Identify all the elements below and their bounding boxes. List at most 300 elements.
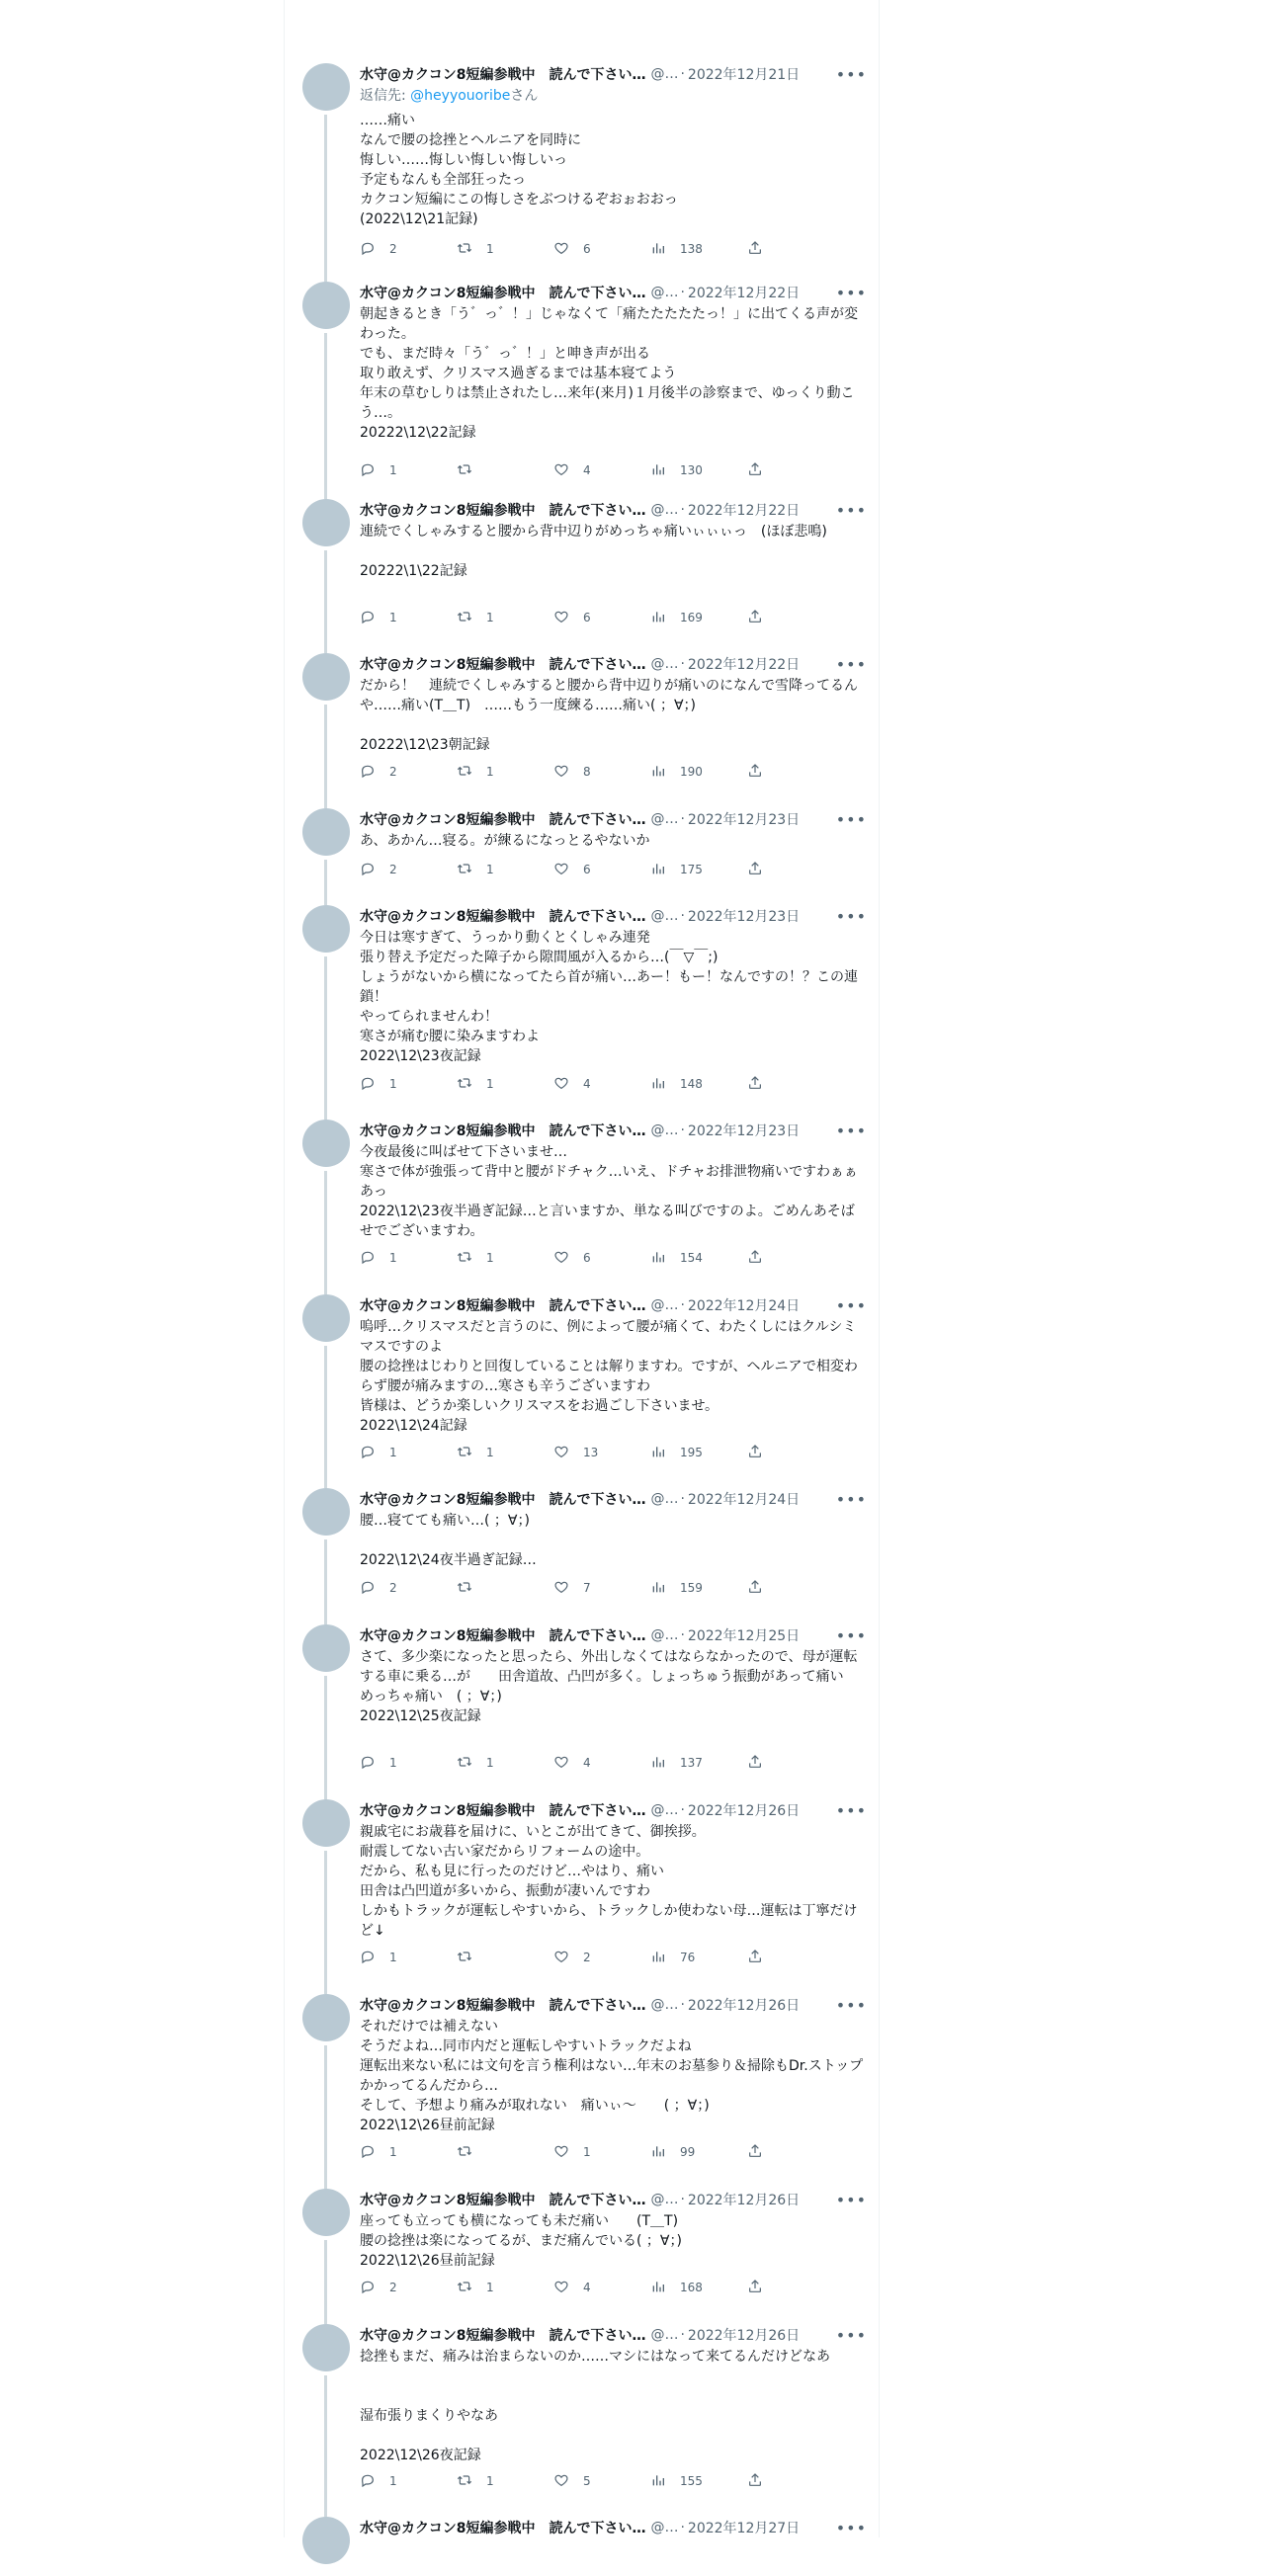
- avatar[interactable]: [302, 1120, 350, 1167]
- author-name[interactable]: 水守@カクコン8短編参戦中 読んで下さい…: [360, 67, 646, 83]
- tweet-date[interactable]: 2022年12月23日: [687, 1123, 801, 1139]
- tweet-text: 今日は寒すぎて、うっかり動くとくしゃみ連発 張り替え予定だった障子から隙間風が入るから…(￣▽￣;) しょうがないから横になってたら首が痛い…あー！もー！なんですの！？この連鎖！ やってられませんわ！ 寒さが痛む腰に染みますわよ 2022\12\23夜記録: [360, 930, 858, 1064]
- retweet-icon: [457, 1249, 486, 1268]
- share-icon: [747, 2472, 777, 2491]
- reply-icon: [360, 861, 389, 879]
- tweet-header: [360, 1799, 867, 1821]
- views-count: 99: [680, 2145, 696, 2159]
- share-icon: [747, 2143, 777, 2162]
- tweet[interactable]: [285, 2517, 879, 2576]
- like-count: 7: [583, 1581, 591, 1595]
- like-icon: [553, 861, 583, 879]
- share-button[interactable]: [747, 2143, 777, 2162]
- author-handle[interactable]: @…: [650, 1297, 679, 1313]
- reply-to-suffix: さん: [510, 88, 539, 104]
- tweet-actions: [360, 1442, 795, 1463]
- views-count: 169: [680, 611, 703, 624]
- thread-line: [324, 2240, 327, 2324]
- views-count: 138: [680, 242, 703, 256]
- tweet-date[interactable]: 2022年12月26日: [687, 1803, 801, 1819]
- avatar[interactable]: [302, 653, 350, 701]
- tweet-actions: [360, 238, 795, 260]
- views-button[interactable]: [650, 2472, 747, 2491]
- views-icon: [650, 1949, 680, 1967]
- share-icon: [747, 1444, 777, 1462]
- tweet-actions: [360, 2277, 795, 2298]
- share-button[interactable]: [747, 1075, 777, 1094]
- reply-count: 2: [389, 863, 397, 876]
- avatar[interactable]: [302, 2324, 350, 2371]
- retweet-icon: [457, 240, 486, 259]
- views-icon: [650, 2279, 680, 2297]
- retweet-button[interactable]: [457, 1579, 553, 1598]
- views-button[interactable]: [650, 2279, 747, 2297]
- avatar[interactable]: [302, 1294, 350, 1342]
- like-count: 4: [583, 1756, 591, 1770]
- retweet-icon: [457, 1444, 486, 1462]
- reply-button[interactable]: [360, 2143, 457, 2162]
- tweet-date[interactable]: 2022年12月21日: [687, 67, 801, 83]
- author-name[interactable]: 水守@カクコン8短編参戦中 読んで下さい…: [360, 1628, 646, 1644]
- separator-dot: ·: [680, 1627, 685, 1643]
- tweet-date[interactable]: 2022年12月24日: [687, 1492, 801, 1508]
- more-icon[interactable]: •••: [835, 654, 867, 674]
- retweet-button[interactable]: [457, 1949, 553, 1967]
- author-handle[interactable]: @…: [650, 66, 679, 82]
- share-icon: [747, 461, 777, 480]
- share-icon: [747, 763, 777, 782]
- separator-dot: ·: [680, 502, 685, 518]
- like-icon: [553, 2279, 583, 2297]
- views-button[interactable]: [650, 1579, 747, 1598]
- tweet-text: 腰…寝てても痛い…( ；∀；) 2022\12\24夜半過ぎ記録…: [360, 1513, 537, 1568]
- like-button[interactable]: [553, 1075, 650, 1094]
- author-name[interactable]: 水守@カクコン8短編参戦中 読んで下さい…: [360, 2193, 646, 2208]
- avatar[interactable]: [302, 808, 350, 856]
- reply-icon: [360, 1579, 389, 1598]
- tweet[interactable]: [285, 1799, 879, 1994]
- thread-line: [324, 1851, 327, 1994]
- avatar[interactable]: [302, 1624, 350, 1672]
- share-icon: [747, 1579, 777, 1598]
- retweet-button[interactable]: [457, 609, 553, 627]
- author-name[interactable]: 水守@カクコン8短編参戦中 読んで下さい…: [360, 1492, 646, 1508]
- reply-button[interactable]: [360, 609, 457, 627]
- tweet-header: [360, 1624, 867, 1646]
- share-icon: [747, 861, 777, 879]
- tweet-actions: [360, 1752, 795, 1774]
- views-count: 154: [680, 1251, 703, 1265]
- like-count: 4: [583, 2281, 591, 2294]
- thread-line: [324, 860, 327, 905]
- separator-dot: ·: [680, 811, 685, 827]
- reply-button[interactable]: [360, 1949, 457, 1967]
- author-handle[interactable]: @…: [650, 656, 679, 672]
- thread-line: [324, 2045, 327, 2189]
- retweet-button[interactable]: [457, 1444, 553, 1462]
- reply-to-label: 返信先:: [360, 88, 411, 104]
- avatar[interactable]: [302, 63, 350, 111]
- views-icon: [650, 1075, 680, 1094]
- author-handle[interactable]: @…: [650, 1802, 679, 1818]
- views-button[interactable]: [650, 763, 747, 782]
- tweet-header: [360, 653, 867, 675]
- views-button[interactable]: [650, 240, 747, 259]
- tweet-date[interactable]: 2022年12月26日: [687, 2193, 801, 2208]
- like-button[interactable]: [553, 2472, 650, 2491]
- tweet-header: [360, 808, 867, 830]
- reply-icon: [360, 1949, 389, 1967]
- avatar[interactable]: [302, 1994, 350, 2041]
- tweet[interactable]: [285, 499, 879, 653]
- author-handle[interactable]: @…: [650, 502, 679, 518]
- reply-icon: [360, 763, 389, 782]
- tweet-header: [360, 1488, 867, 1510]
- avatar[interactable]: [302, 2517, 350, 2564]
- share-button[interactable]: [747, 2279, 777, 2297]
- like-button[interactable]: [553, 609, 650, 627]
- retweet-icon: [457, 1949, 486, 1967]
- like-button[interactable]: [553, 1444, 650, 1462]
- author-handle[interactable]: @…: [650, 1122, 679, 1138]
- separator-dot: ·: [680, 1297, 685, 1313]
- share-icon: [747, 2279, 777, 2297]
- reply-mention-link[interactable]: @heyyouoribe: [410, 88, 511, 104]
- like-button[interactable]: [553, 240, 650, 259]
- author-name[interactable]: 水守@カクコン8短編参戦中 読んで下さい…: [360, 1123, 646, 1139]
- retweet-button[interactable]: [457, 1754, 553, 1773]
- like-count: 2: [583, 1951, 591, 1964]
- like-button[interactable]: [553, 2279, 650, 2297]
- more-icon[interactable]: •••: [835, 1800, 867, 1820]
- author-handle[interactable]: @…: [650, 2520, 679, 2535]
- tweet-text: 連続でくしゃみすると腰から背中辺りがめっちゃ痛いぃぃぃっ (ほぼ悲鳴) 20222\1\22記録: [360, 524, 827, 579]
- author-name[interactable]: 水守@カクコン8短編参戦中 読んで下さい…: [360, 812, 646, 828]
- tweet-text: 嗚呼…クリスマスだと言うのに、例によって腰が痛くて、わたくしにはクルシミマスですのよ 腰の捻挫はじわりと回復していることは解りますわ。ですが、ヘルニアで相変わらず腰が痛みますの…寒さも辛うございますわ 皆様は、どうか楽しいクリスマスをお過ごし下さいませ。 2022\12\24記録: [360, 1319, 858, 1434]
- tweet-actions: [360, 1947, 795, 1968]
- retweet-icon: [457, 1754, 486, 1773]
- reply-count: 1: [389, 1756, 397, 1770]
- reply-icon: [360, 1249, 389, 1268]
- views-icon: [650, 1579, 680, 1598]
- share-icon: [747, 1949, 777, 1967]
- retweet-icon: [457, 2279, 486, 2297]
- like-button[interactable]: [553, 1249, 650, 1268]
- views-icon: [650, 763, 680, 782]
- like-count: 4: [583, 1077, 591, 1091]
- reply-icon: [360, 2472, 389, 2491]
- reply-button[interactable]: [360, 1249, 457, 1268]
- reply-button[interactable]: [360, 240, 457, 259]
- reply-button[interactable]: [360, 1579, 457, 1598]
- more-icon[interactable]: •••: [835, 64, 867, 84]
- retweet-button[interactable]: [457, 461, 553, 480]
- reply-count: 2: [389, 765, 397, 779]
- retweet-icon: [457, 461, 486, 480]
- tweet[interactable]: [285, 808, 879, 905]
- reply-count: 1: [389, 1446, 397, 1459]
- share-button[interactable]: [747, 1949, 777, 1967]
- views-icon: [650, 240, 680, 259]
- reply-icon: [360, 609, 389, 627]
- like-icon: [553, 763, 583, 782]
- like-count: 6: [583, 863, 591, 876]
- tweet-text: それだけでは補えない そうだよね…同市内だと運転しやすいトラックだよね 運転出来ない私には文句を言う権利はない…年末のお墓参り＆掃除もDr.ストップかかってるんだから… そして、予想より痛みが取れない 痛いぃ～ ( ；∀；) 2022\12\26昼前記録: [360, 2019, 864, 2133]
- avatar[interactable]: [302, 282, 350, 329]
- tweet[interactable]: [285, 63, 879, 282]
- tweet-actions: [360, 2470, 795, 2492]
- tweet-actions: [360, 1247, 795, 1269]
- more-icon[interactable]: •••: [835, 809, 867, 829]
- avatar[interactable]: [302, 905, 350, 953]
- reply-button[interactable]: [360, 861, 457, 879]
- tweet-date[interactable]: 2022年12月25日: [687, 1628, 801, 1644]
- views-icon: [650, 1444, 680, 1462]
- author-name[interactable]: 水守@カクコン8短編参戦中 読んで下さい…: [360, 503, 646, 519]
- more-icon[interactable]: •••: [835, 1625, 867, 1645]
- share-icon: [747, 240, 777, 259]
- like-icon: [553, 240, 583, 259]
- retweet-count: 1: [486, 765, 494, 779]
- avatar[interactable]: [302, 2189, 350, 2236]
- views-button[interactable]: [650, 1249, 747, 1268]
- share-button[interactable]: [747, 861, 777, 879]
- more-icon[interactable]: •••: [835, 2190, 867, 2209]
- views-button[interactable]: [650, 2143, 747, 2162]
- separator-dot: ·: [680, 1802, 685, 1818]
- reply-button[interactable]: [360, 1075, 457, 1094]
- author-handle[interactable]: @…: [650, 2327, 679, 2343]
- reply-count: 1: [389, 2474, 397, 2488]
- like-button[interactable]: [553, 763, 650, 782]
- tweet[interactable]: [285, 653, 879, 808]
- tweet-header: [360, 905, 867, 927]
- like-icon: [553, 2472, 583, 2491]
- views-button[interactable]: [650, 861, 747, 879]
- separator-dot: ·: [680, 66, 685, 82]
- views-button[interactable]: [650, 609, 747, 627]
- tweet-actions: [360, 607, 795, 628]
- share-button[interactable]: [747, 2472, 777, 2491]
- retweet-count: 1: [486, 611, 494, 624]
- more-icon[interactable]: •••: [835, 2518, 867, 2537]
- tweet-actions: [360, 761, 795, 783]
- reply-count: 1: [389, 1951, 397, 1964]
- separator-dot: ·: [680, 908, 685, 924]
- author-handle[interactable]: @…: [650, 1997, 679, 2013]
- like-icon: [553, 2143, 583, 2162]
- tweet[interactable]: [285, 1994, 879, 2189]
- share-button[interactable]: [747, 609, 777, 627]
- tweet-date[interactable]: 2022年12月27日: [687, 2521, 801, 2536]
- like-icon: [553, 1754, 583, 1773]
- like-button[interactable]: [553, 1949, 650, 1967]
- views-icon: [650, 1249, 680, 1268]
- retweet-icon: [457, 1579, 486, 1598]
- author-name[interactable]: 水守@カクコン8短編参戦中 読んで下さい…: [360, 657, 646, 673]
- separator-dot: ·: [680, 1122, 685, 1138]
- retweet-count: 1: [486, 1251, 494, 1265]
- tweet-header: [360, 2517, 867, 2538]
- author-name[interactable]: 水守@カクコン8短編参戦中 読んで下さい…: [360, 2328, 646, 2344]
- author-name[interactable]: 水守@カクコン8短編参戦中 読んで下さい…: [360, 909, 646, 925]
- avatar[interactable]: [302, 1799, 350, 1847]
- tweet-text: 捻挫もまだ、痛みは治まらないのか……マシにはなって来てるんだけどなあ 湿布張りまくりやなあ 2022\12\26夜記録: [360, 2349, 830, 2463]
- retweet-button[interactable]: [457, 240, 553, 259]
- tweet-actions: [360, 1577, 795, 1599]
- reply-icon: [360, 2143, 389, 2162]
- retweet-count: 1: [486, 1756, 494, 1770]
- tweet-header: [360, 2189, 867, 2210]
- like-button[interactable]: [553, 461, 650, 480]
- views-count: 155: [680, 2474, 703, 2488]
- share-button[interactable]: [747, 1249, 777, 1268]
- thread-line: [324, 1346, 327, 1488]
- share-icon: [747, 1754, 777, 1773]
- like-count: 8: [583, 765, 591, 779]
- tweet[interactable]: [285, 1488, 879, 1624]
- more-icon[interactable]: •••: [835, 2325, 867, 2345]
- reply-button[interactable]: [360, 1754, 457, 1773]
- reply-count: 1: [389, 611, 397, 624]
- retweet-button[interactable]: [457, 2279, 553, 2297]
- reply-button[interactable]: [360, 2472, 457, 2491]
- tweet-date[interactable]: 2022年12月22日: [687, 503, 801, 519]
- author-handle[interactable]: @…: [650, 1627, 679, 1643]
- retweet-button[interactable]: [457, 763, 553, 782]
- reply-icon: [360, 1075, 389, 1094]
- reply-button[interactable]: [360, 763, 457, 782]
- like-button[interactable]: [553, 2143, 650, 2162]
- retweet-count: 1: [486, 863, 494, 876]
- more-icon[interactable]: •••: [835, 1995, 867, 2015]
- like-button[interactable]: [553, 1754, 650, 1773]
- share-button[interactable]: [747, 1579, 777, 1598]
- avatar[interactable]: [302, 499, 350, 546]
- like-count: 5: [583, 2474, 591, 2488]
- tweet[interactable]: [285, 2324, 879, 2517]
- author-name[interactable]: 水守@カクコン8短編参戦中 読んで下さい…: [360, 286, 646, 301]
- views-count: 76: [680, 1951, 696, 1964]
- share-button[interactable]: [747, 1754, 777, 1773]
- like-button[interactable]: [553, 1579, 650, 1598]
- tweet-header: [360, 499, 867, 521]
- reply-to-line: [360, 85, 538, 105]
- avatar[interactable]: [302, 1488, 350, 1536]
- tweet[interactable]: [285, 1294, 879, 1488]
- more-icon[interactable]: •••: [835, 283, 867, 302]
- tweet-date[interactable]: 2022年12月22日: [687, 657, 801, 673]
- share-icon: [747, 1249, 777, 1268]
- tweet-header: [360, 63, 867, 85]
- author-handle[interactable]: @…: [650, 811, 679, 827]
- retweet-button[interactable]: [457, 861, 553, 879]
- reply-button[interactable]: [360, 1444, 457, 1462]
- share-button[interactable]: [747, 1444, 777, 1462]
- reply-count: 1: [389, 1077, 397, 1091]
- retweet-icon: [457, 2472, 486, 2491]
- views-icon: [650, 1754, 680, 1773]
- retweet-count: 1: [486, 1077, 494, 1091]
- more-icon[interactable]: •••: [835, 906, 867, 926]
- tweet-actions: [360, 859, 795, 880]
- tweet-text: 座っても立っても横になっても未だ痛い (T＿T) 腰の捻挫は楽になってるが、まだ痛んでいる( ；∀；) 2022\12\26昼前記録: [360, 2213, 682, 2269]
- more-icon[interactable]: •••: [835, 1489, 867, 1509]
- like-icon: [553, 609, 583, 627]
- tweet[interactable]: [285, 282, 879, 499]
- retweet-button[interactable]: [457, 2472, 553, 2491]
- tweet-date[interactable]: 2022年12月23日: [687, 909, 801, 925]
- more-icon[interactable]: •••: [835, 500, 867, 520]
- retweet-button[interactable]: [457, 2143, 553, 2162]
- tweet-actions: [360, 1073, 795, 1095]
- like-icon: [553, 1249, 583, 1268]
- views-button[interactable]: [650, 1075, 747, 1094]
- share-button[interactable]: [747, 763, 777, 782]
- views-button[interactable]: [650, 1444, 747, 1462]
- author-name[interactable]: 水守@カクコン8短編参戦中 読んで下さい…: [360, 1298, 646, 1314]
- views-button[interactable]: [650, 1949, 747, 1967]
- author-handle[interactable]: @…: [650, 285, 679, 300]
- tweet-text: さて、多少楽になったと思ったら、外出しなくてはならなかったので、母が運転する車に乗る…が 田舎道故、凸凹が多く。しょっちゅう振動があって痛い めっちゃ痛い ( ；∀；) 2022\12\25夜記録: [360, 1649, 858, 1724]
- author-handle[interactable]: @…: [650, 908, 679, 924]
- retweet-button[interactable]: [457, 1249, 553, 1268]
- thread-line: [324, 2375, 327, 2517]
- author-handle[interactable]: @…: [650, 1491, 679, 1507]
- thread-line: [324, 705, 327, 808]
- author-name[interactable]: 水守@カクコン8短編参戦中 読んで下さい…: [360, 1998, 646, 2014]
- reply-icon: [360, 461, 389, 480]
- tweet[interactable]: [285, 1120, 879, 1294]
- tweet[interactable]: [285, 1624, 879, 1799]
- more-icon[interactable]: •••: [835, 1121, 867, 1140]
- views-icon: [650, 2143, 680, 2162]
- separator-dot: ·: [680, 285, 685, 300]
- tweet[interactable]: [285, 2189, 879, 2324]
- more-icon[interactable]: •••: [835, 1295, 867, 1315]
- like-count: 13: [583, 1446, 599, 1459]
- reply-button[interactable]: [360, 2279, 457, 2297]
- views-count: 168: [680, 2281, 703, 2294]
- like-count: 6: [583, 1251, 591, 1265]
- tweet-date[interactable]: 2022年12月24日: [687, 1298, 801, 1314]
- reply-icon: [360, 1444, 389, 1462]
- retweet-icon: [457, 861, 486, 879]
- tweet-date[interactable]: 2022年12月22日: [687, 286, 801, 301]
- share-button[interactable]: [747, 461, 777, 480]
- tweet-date[interactable]: 2022年12月23日: [687, 812, 801, 828]
- reply-count: 1: [389, 2145, 397, 2159]
- views-count: 175: [680, 863, 703, 876]
- timeline-column: [284, 0, 880, 2537]
- share-button[interactable]: [747, 240, 777, 259]
- views-button[interactable]: [650, 461, 747, 480]
- thread-line: [324, 115, 327, 282]
- retweet-count: 1: [486, 2474, 494, 2488]
- views-icon: [650, 861, 680, 879]
- tweet[interactable]: [285, 905, 879, 1120]
- reply-icon: [360, 240, 389, 259]
- author-handle[interactable]: @…: [650, 2192, 679, 2207]
- author-name[interactable]: 水守@カクコン8短編参戦中 読んで下さい…: [360, 1803, 646, 1819]
- author-name[interactable]: 水守@カクコン8短編参戦中 読んで下さい…: [360, 2521, 646, 2536]
- like-button[interactable]: [553, 861, 650, 879]
- reply-button[interactable]: [360, 461, 457, 480]
- retweet-button[interactable]: [457, 1075, 553, 1094]
- views-button[interactable]: [650, 1754, 747, 1773]
- tweet-date[interactable]: 2022年12月26日: [687, 2328, 801, 2344]
- tweet-date[interactable]: 2022年12月26日: [687, 1998, 801, 2014]
